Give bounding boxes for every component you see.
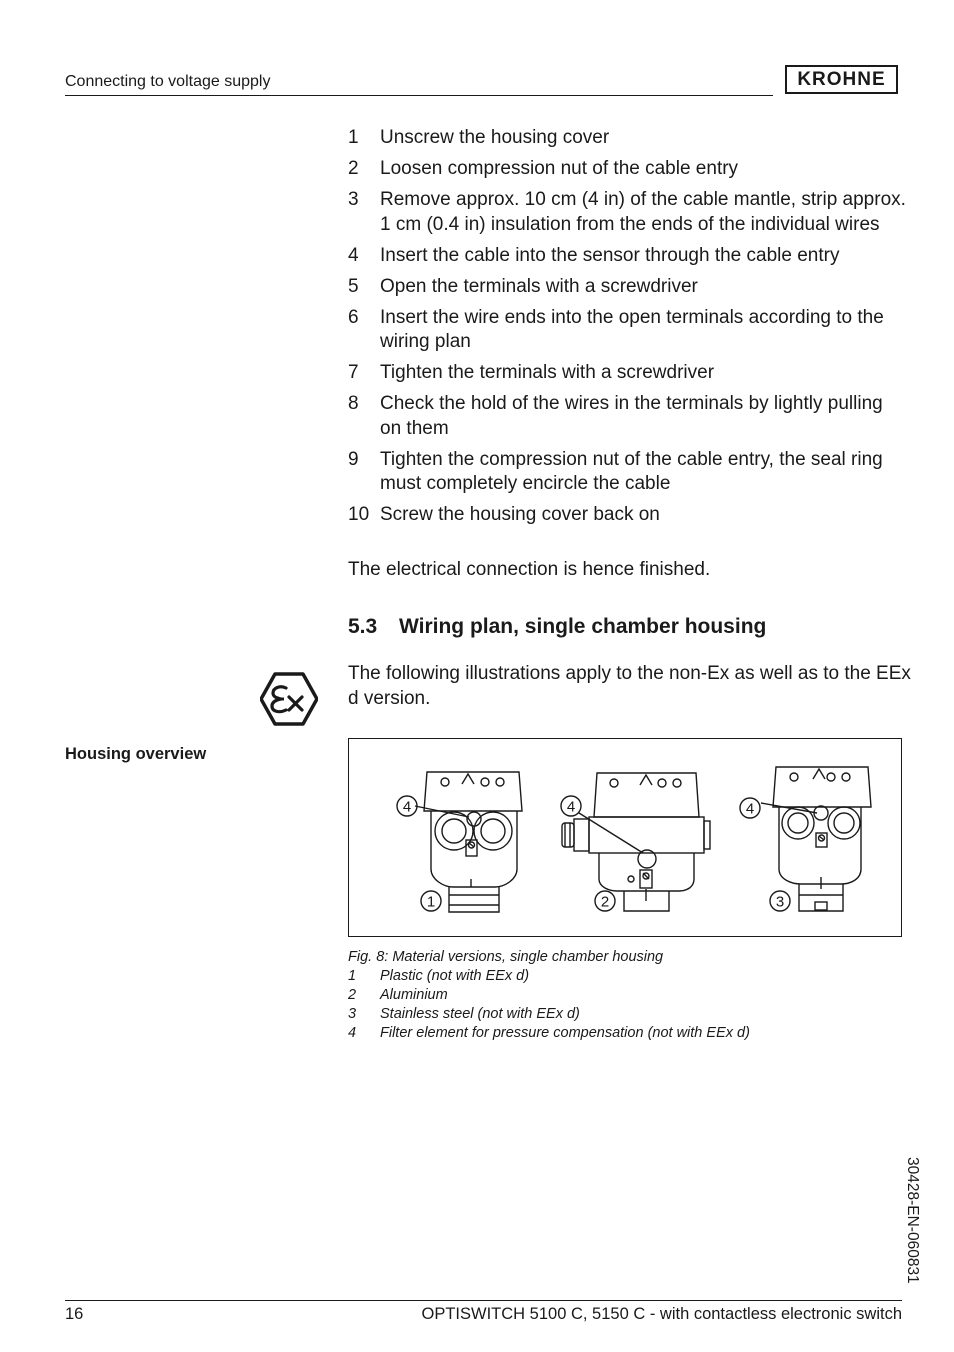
step-number: 5 <box>348 275 359 297</box>
housing-overview-label: Housing overview <box>65 745 207 763</box>
step-item <box>348 361 908 386</box>
step-text: Remove approx. 10 cm (4 in) of the cable mantle, strip approx. 1 cm (0.4 in) insulation from the ends of the individual wires <box>380 189 906 235</box>
section-title: Wiring plan, single chamber housing <box>399 615 767 638</box>
legend-number: 1 <box>348 968 357 984</box>
step-number: 1 <box>348 127 359 148</box>
logo-text: KROHNE <box>797 68 886 90</box>
legend-number: 4 <box>348 1025 357 1041</box>
step-item <box>348 157 908 182</box>
step-text: Open the terminals with a screwdriver <box>380 275 698 297</box>
footer-rule <box>65 1300 902 1301</box>
legend-text: Stainless steel (not with EEx d) <box>380 1006 580 1022</box>
step-item <box>348 392 908 441</box>
step-list <box>348 126 908 534</box>
legend-item <box>348 967 848 986</box>
figure-legend <box>348 967 848 1043</box>
callout-4-plastic: 4 <box>402 798 412 816</box>
step-text: Tighten the terminals with a screwdriver <box>380 362 715 383</box>
step-text: Unscrew the housing cover <box>380 127 610 148</box>
legend-item <box>348 986 848 1005</box>
step-number: 4 <box>348 244 359 266</box>
legend-text: Filter element for pressure compensation (not with EEx d) <box>380 1025 750 1041</box>
step-number: 9 <box>348 448 359 470</box>
step-item <box>348 188 908 237</box>
step-item <box>348 306 908 355</box>
document-code: 30428-EN-060831 <box>904 1157 921 1284</box>
footer-title: OPTISWITCH 5100 C, 5150 C - with contactless electronic switch <box>421 1305 902 1323</box>
figure-caption: Fig. 8: Material versions, single chamber housing <box>348 949 664 965</box>
legend-text: Plastic (not with EEx d) <box>380 968 530 984</box>
callout-1: 1 <box>426 893 436 911</box>
section-heading <box>348 615 766 639</box>
step-text: Insert the cable into the sensor through the cable entry <box>380 244 840 266</box>
section-number: 5.3 <box>348 615 378 638</box>
step-number: 7 <box>348 362 359 383</box>
housing-figure <box>348 738 902 937</box>
step-item <box>348 275 908 300</box>
callout-2: 2 <box>600 893 610 911</box>
header-rule <box>65 95 773 96</box>
legend-item <box>348 1024 848 1043</box>
legend-number: 2 <box>348 987 357 1003</box>
step-item <box>348 244 908 269</box>
stainless-housing-drawing <box>761 767 871 911</box>
finish-text: The electrical connection is hence finished. <box>348 559 711 580</box>
step-number: 2 <box>348 158 359 179</box>
step-item <box>348 503 908 528</box>
legend-number: 3 <box>348 1006 357 1022</box>
legend-text: Aluminium <box>380 987 448 1003</box>
step-text: Tighten the compression nut of the cable entry, the seal ring must completely encircle the cable <box>380 448 883 494</box>
callout-4-aluminium: 4 <box>566 798 576 816</box>
callout-3: 3 <box>775 893 785 911</box>
page-number: 16 <box>65 1305 84 1323</box>
step-item <box>348 126 908 151</box>
ex-icon <box>260 672 318 726</box>
step-text: Loosen compression nut of the cable entry <box>380 158 739 179</box>
krohne-logo <box>785 65 898 94</box>
running-header: Connecting to voltage supply <box>65 73 271 90</box>
step-item <box>348 448 908 497</box>
step-text: Insert the wire ends into the open terminals according to the wiring plan <box>380 306 884 352</box>
housing-illustration <box>349 739 903 938</box>
step-number: 8 <box>348 393 359 414</box>
callout-4-stainless: 4 <box>745 800 755 818</box>
section-intro: The following illustrations apply to the non-Ex as well as to the EEx d version. <box>348 663 911 709</box>
legend-item <box>348 1005 848 1024</box>
step-number: 6 <box>348 306 359 328</box>
step-text: Check the hold of the wires in the terminals by lightly pulling on them <box>380 393 883 439</box>
step-number: 10 <box>348 504 370 525</box>
aluminium-housing-drawing <box>562 773 710 911</box>
step-number: 3 <box>348 189 359 210</box>
step-text: Screw the housing cover back on <box>380 504 660 525</box>
